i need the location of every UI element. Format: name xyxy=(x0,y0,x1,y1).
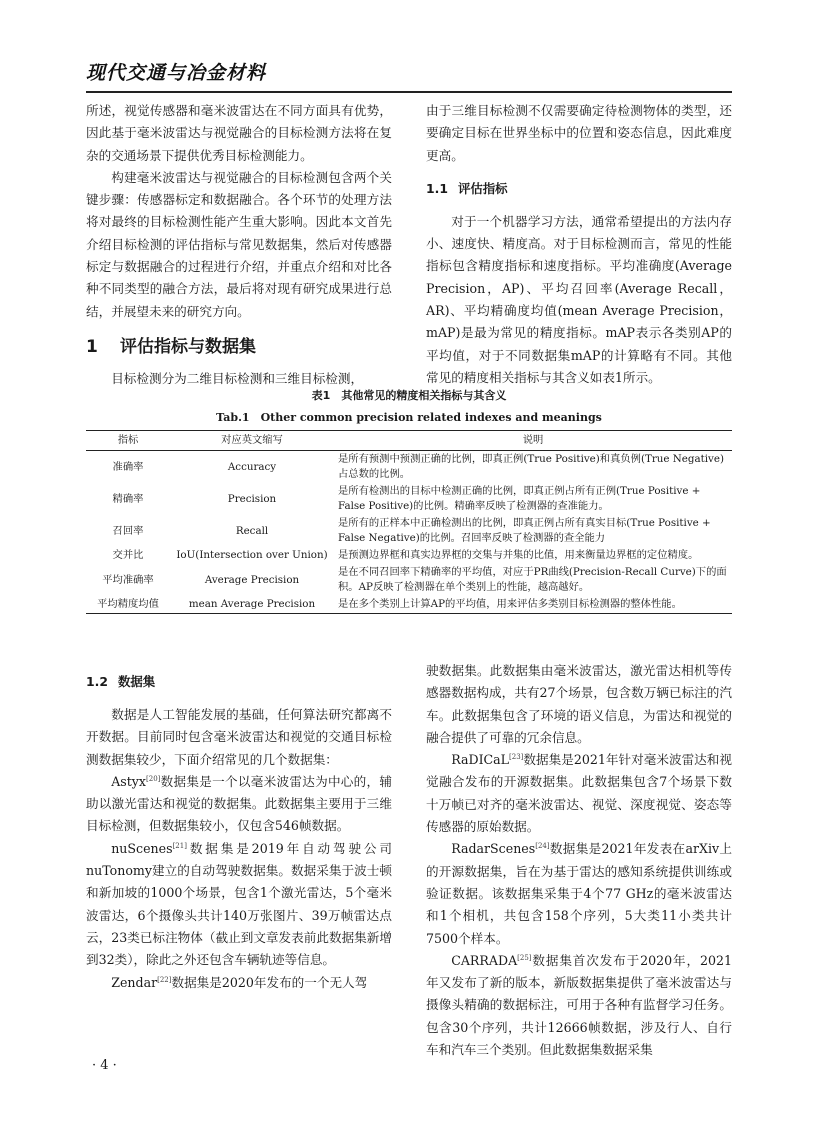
table-caption-en: Tab.1 Other common precision related indexes and meanings xyxy=(216,411,602,424)
citation: [22] xyxy=(157,975,172,984)
paragraph: 构建毫米波雷达与视觉融合的目标检测包含两个关键步骤：传感器标定和数据融合。各个环节的处理方法将对最终的目标检测性能产生重大影响。因此本文首先介绍目标检测的评估指标与常见数据集，然后对传感器标定与数据融合的过程进行介绍，并重点介绍和对比各种不同类型的融合方法，最后将对现有研究成果进行总结，并展望未来的研究方向。 xyxy=(86,169,392,319)
table-row xyxy=(86,564,732,596)
table-header-cell: 指标 xyxy=(117,434,139,446)
table-cell: IoU(Intersection over Union) xyxy=(176,549,328,561)
citation: [21] xyxy=(172,841,187,850)
table-cell: 精确率 xyxy=(112,492,144,505)
table-cell: 是所有预测中预测正确的比例，即真正例(True Positive)和真负例(True Negative)占总数的比例。 xyxy=(338,453,724,480)
dataset-paragraph-nuscenes xyxy=(86,838,392,972)
table-cell: 准确率 xyxy=(112,460,144,473)
left-column-bottom xyxy=(86,660,392,994)
paragraph: 驶数据集。此数据集由毫米波雷达，激光雷达相机等传感器数据构成，共有27个场景，包含数万辆已标注的汽车。此数据集包含了环境的语义信息，为雷达和视觉的融合提供了可靠的冗余信息。 xyxy=(426,663,732,745)
subsection-title: 评估指标 xyxy=(458,180,508,196)
paragraph: 对于一个机器学习方法，通常希望提出的方法内存小、速度快、精度高。对于目标检测而言，常见的性能指标包含精度指标和速度指标。平均准确度(Average Precision，AP)、平均召回率(Average Recall，AR)、平均精确度均值(mean Average Precision，mAP)是最为常见的精度指标。mAP表示各类别AP的平均值，对于不同数据集mAP的计算略有不同。其他常见的精度相关指标与其含义如表1所示。 xyxy=(426,213,732,385)
table-caption-cn: 表1 其他常见的精度相关指标与其含义 xyxy=(311,389,507,402)
dataset-description: 数据集是2021年发表在arXiv上的开源数据集，旨在为基于雷达的感知系统提供训练或验证数据。该数据集采集于4个77 GHz的毫米波雷达和1个相机，共包含158个序列，5大类11小类共计7500个样本。 xyxy=(426,841,732,946)
subsection-heading xyxy=(86,672,392,692)
table-row xyxy=(86,451,732,484)
subsection-title: 数据集 xyxy=(118,674,156,689)
dataset-name: RadarScenes xyxy=(451,841,536,857)
table-cell: mean Average Precision xyxy=(188,598,316,610)
table-cell: Accuracy xyxy=(227,460,277,473)
dataset-description: 数据集是2021年针对毫米波雷达和视觉融合发布的开源数据集。此数据集包含7个场景下数十万帧已对齐的毫米波雷达、视觉、深度视觉、姿态等传感器的原始数据。 xyxy=(426,752,732,835)
table-cell: 交并比 xyxy=(112,549,144,561)
dataset-description: 数据集是2020年发布的一个无人驾 xyxy=(171,974,368,990)
page-number: · 4 · xyxy=(92,1058,117,1073)
dataset-name: nuScenes xyxy=(111,840,173,856)
dataset-paragraph-carrada xyxy=(426,950,732,1061)
section-number: 1 xyxy=(86,336,98,357)
citation: [23] xyxy=(509,753,524,761)
dataset-paragraph-radarscenes xyxy=(426,838,732,949)
journal-logo: 现代交通与冶金材料 xyxy=(86,62,267,84)
section-heading xyxy=(86,335,392,359)
citation: [25] xyxy=(517,953,532,962)
dataset-paragraph-zendar xyxy=(86,972,392,994)
table-header-cell: 说明 xyxy=(522,434,544,446)
table-header-row xyxy=(86,431,732,451)
table-cell: 是预测边界框和真实边界框的交集与并集的比值，用来衡量边界框的定位精度。 xyxy=(338,549,699,561)
header-rule xyxy=(86,91,732,93)
table-cell: Average Precision xyxy=(204,573,300,586)
paragraph: 所述，视觉传感器和毫米波雷达在不同方面具有优势，因此基于毫米波雷达与视觉融合的目标检测方法将在复杂的交通场景下提供优秀目标检测能力。 xyxy=(86,103,392,163)
table-cell: 是所有的正样本中正确检测出的比例，即真正例占所有真实目标(True Positive + False Negative)的比例。召回率反映了检测器的查全能力 xyxy=(338,517,711,544)
paragraph: 数据是人工智能发展的基础，任何算法研究都离不开数据。目前同时包含毫米波雷达和视觉的交通目标检测数据集较少，下面介绍常见的几个数据集： xyxy=(86,707,392,767)
table-cell: 平均准确率 xyxy=(102,573,154,586)
table-row xyxy=(86,515,732,547)
dataset-name: RaDICaL xyxy=(451,752,510,768)
dataset-paragraph-radical xyxy=(426,749,732,838)
dataset-description: 数据集是2019年自动驾驶公司nuTonomy建立的自动驾驶数据集。数据采集于波士顿和新加坡的1000个场景，包含1个激光雷达，5个毫米波雷达，6个摄像头共计140万张图片、39万帧雷达点云，23类已标注物体（截止到文章发表前此数据集新增到32类），除此之外还包含车辆轨迹等信息。 xyxy=(86,840,392,968)
subsection-number: 1.2 xyxy=(86,674,108,689)
dataset-name: Zendar xyxy=(111,974,158,990)
citation: [20] xyxy=(146,774,161,783)
subsection-number: 1.1 xyxy=(426,180,448,196)
dataset-description: 数据集首次发布于2020年，2021年又发布了新的版本，新版数据集提供了毫米波雷达与摄像头精确的数据标注，可用于各种有监督学习任务。包含30个序列，共计12666帧数据，涉及行人、自行车和汽车三个类别。但此数据集数据采集 xyxy=(426,952,732,1058)
dataset-description: 数据集是一个以毫米波雷达为中心的，辅助以激光雷达和视觉的数据集。此数据集主要用于三维目标检测，但数据集较小，仅包含546帧数据。 xyxy=(86,773,392,834)
table-cell: 是在不同召回率下精确率的平均值，对应于PR曲线(Precision-Recall Curve)下的面积。AP反映了检测器在单个类别上的性能，越高越好。 xyxy=(338,566,727,593)
paragraph: 由于三维目标检测不仅需要确定待检测物体的类型，还要确定目标在世界坐标中的位置和姿态信息，因此难度更高。 xyxy=(426,103,732,163)
table-row xyxy=(86,596,732,614)
table-cell: 平均精度均值 xyxy=(97,598,159,610)
dataset-name: Astyx xyxy=(111,773,147,789)
subsection-heading xyxy=(426,179,732,199)
right-column-top xyxy=(426,100,732,389)
table-row xyxy=(86,547,732,564)
table-cell: 召回率 xyxy=(112,524,144,537)
table-header-cell: 对应英文缩写 xyxy=(221,434,283,446)
table-row xyxy=(86,483,732,515)
dataset-paragraph-astyx xyxy=(86,771,392,838)
table-cell: Precision xyxy=(227,492,277,505)
table-cell: Recall xyxy=(235,524,269,537)
right-column-bottom xyxy=(426,660,732,1061)
dataset-name: CARRADA xyxy=(451,952,518,968)
section-title: 评估指标与数据集 xyxy=(120,336,256,357)
table-cell: 是在多个类别上计算AP的平均值，用来评估多类别目标检测器的整体性能。 xyxy=(338,598,682,610)
table-cell: 是所有检测出的目标中检测正确的比例，即真正例占所有正例(True Positive + False Positive)的比例。精确率反映了检测器的查准能力。 xyxy=(338,485,701,512)
metrics-table xyxy=(86,430,732,614)
citation: [24] xyxy=(535,842,550,851)
left-column-top xyxy=(86,100,392,390)
paragraph: 目标检测分为二维目标检测和三维目标检测， xyxy=(111,370,364,386)
table-1 xyxy=(86,387,732,614)
